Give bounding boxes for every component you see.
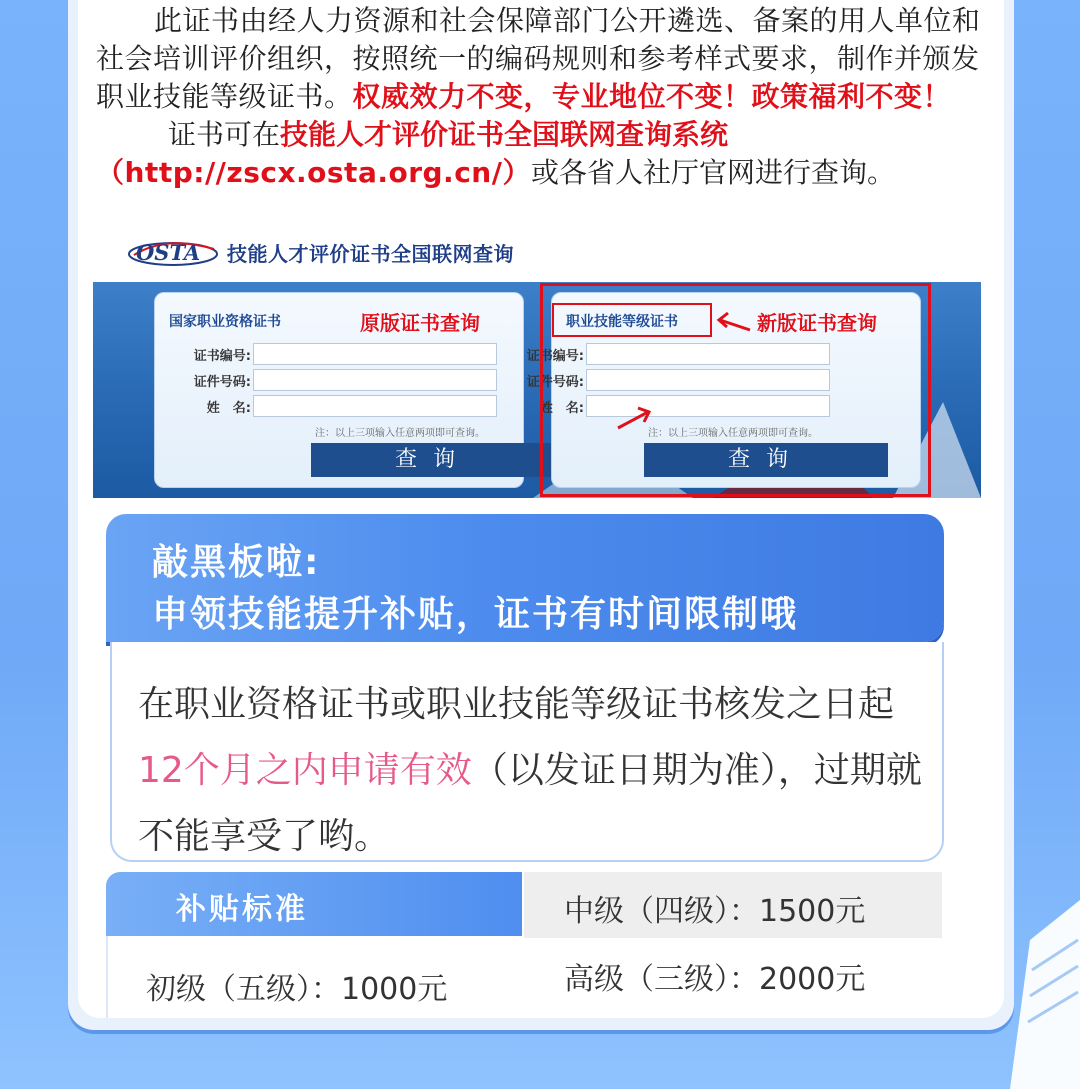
intro-text <box>96 2 996 192</box>
blackboard-text-b: （以发证日期为准），过期就不能享受了哟。 <box>138 750 922 857</box>
subsidy-middle-cell <box>524 872 942 938</box>
cert-number-row-old <box>185 343 497 365</box>
name-row-old <box>185 395 497 417</box>
id-number-row-old <box>185 369 497 391</box>
name-input[interactable] <box>253 395 497 417</box>
osta-title: 技能人才评价证书全国联网查询 <box>227 241 514 266</box>
query-panel-old-title: 国家职业资格证书 <box>169 314 281 330</box>
query-url-link[interactable]: （http://zscx.osta.org.cn/） <box>96 156 531 189</box>
query-hint: 注：以上三项输入任意两项即可查询。 <box>648 428 818 439</box>
query-hint: 注：以上三项输入任意两项即可查询。 <box>315 428 485 439</box>
id-number-label: 证件号码: <box>193 374 251 390</box>
cert-number-label: 证书编号: <box>526 348 584 364</box>
highlight-box-new-title <box>552 303 712 337</box>
blackboard-subtitle: 申领技能提升补贴，证书有时间限制哦 <box>152 594 799 635</box>
query-button-old[interactable]: 查询 <box>311 443 555 477</box>
cert-number-input[interactable] <box>253 343 497 365</box>
name-label: 姓 名: <box>206 400 251 416</box>
blackboard-highlight: 12个月之内申请有效 <box>138 750 472 791</box>
intro-p2-text: 证书可在 <box>168 118 281 151</box>
intro-text-a: 此证书由经人力资源和社会保障部门公开遴选、备案的用人单位和社会培训评价组织，按照统一的编码规则和参考样式要求，制作并颁发职业技能等级证书。 <box>96 4 981 113</box>
subsidy-header-label: 补贴标准 <box>176 892 308 927</box>
cert-number-label: 证书编号: <box>193 348 251 364</box>
subsidy-senior: 高级（三级）：2000元 <box>564 962 866 997</box>
osta-logo-text: OSTA <box>136 240 201 265</box>
blackboard-body <box>110 642 944 862</box>
blackboard-header <box>106 514 944 642</box>
subsidy-table <box>106 872 942 1018</box>
query-system-name: 技能人才评价证书全国联网查询系统 <box>280 118 729 151</box>
subsidy-junior-cell <box>106 936 522 1018</box>
intro-paragraph-2 <box>96 116 996 154</box>
intro-paragraph-3 <box>96 154 996 192</box>
intro-p3-text: 或各省人社厅官网进行查询。 <box>530 156 895 189</box>
query-panel-new-title: 职业技能等级证书 <box>566 314 678 330</box>
query-panel-new-tag: 新版证书查询 <box>757 311 877 335</box>
intro-paragraph-1 <box>96 2 996 116</box>
id-number-label: 证件号码: <box>526 374 584 390</box>
id-number-input[interactable] <box>253 369 497 391</box>
intro-highlight: 权威效力不变，专业地位不变！政策福利不变！ <box>352 80 952 113</box>
query-panel-old <box>154 292 524 488</box>
paper-decoration <box>1000 900 1080 1089</box>
subsidy-senior-cell <box>524 938 942 1018</box>
osta-logo <box>126 233 221 271</box>
blackboard-title: 敲黑板啦: <box>152 542 321 583</box>
subsidy-header <box>106 872 522 936</box>
query-panel-old-tag: 原版证书查询 <box>360 311 480 335</box>
query-button-new[interactable]: 查询 <box>644 443 888 477</box>
subsidy-junior: 初级（五级）：1000元 <box>146 972 448 1007</box>
blackboard-text-a: 在职业资格证书或职业技能等级证书核发之日起 <box>138 684 895 725</box>
blackboard-text <box>138 672 928 870</box>
subsidy-middle: 中级（四级）：1500元 <box>564 894 866 929</box>
osta-header <box>126 232 514 272</box>
arrow-left-icon <box>714 310 754 336</box>
name-label: 姓 名: <box>539 400 584 416</box>
arrow-up-right-icon <box>614 404 654 432</box>
